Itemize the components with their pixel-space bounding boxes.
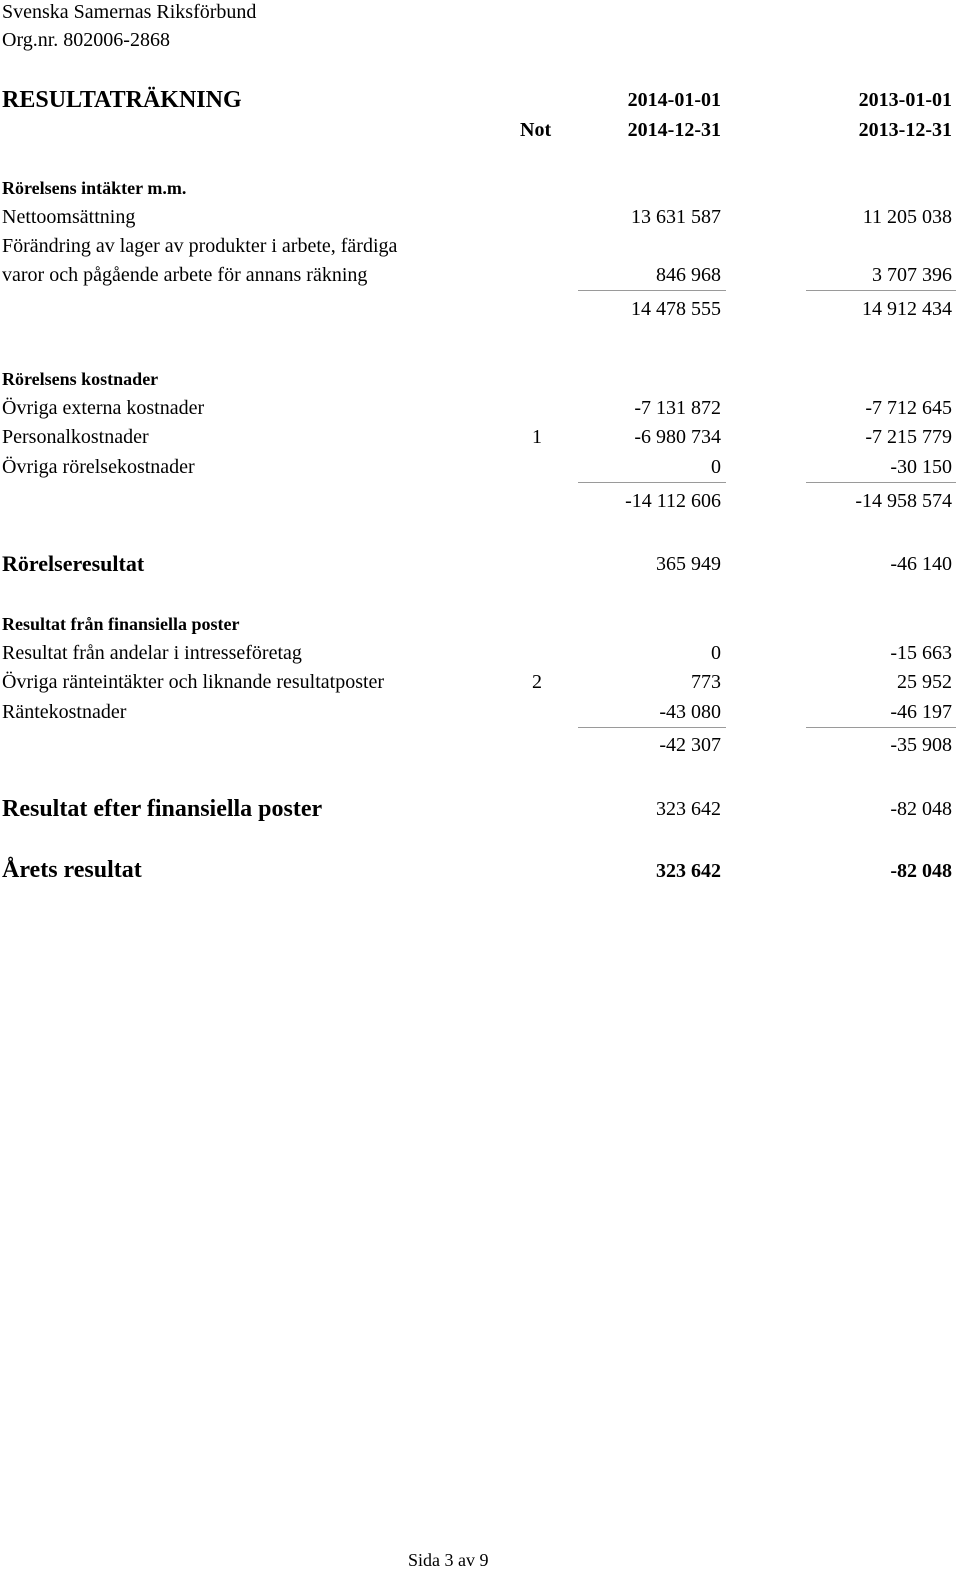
- value-prior-associated-companies: -15 663: [890, 642, 952, 664]
- value-current-external-costs: -7 131 872: [634, 397, 721, 419]
- value-current-year-result: 323 642: [656, 860, 721, 882]
- value-prior-interest-costs: -46 197: [890, 701, 952, 723]
- row-label-associated-companies: Resultat från andelar i intresseföretag: [2, 642, 302, 664]
- organization-name: Svenska Samernas Riksförbund: [2, 1, 257, 23]
- subtotal-rule-current: [578, 482, 726, 483]
- row-label-operating-result: Rörelseresultat: [2, 551, 145, 576]
- row-label-inventory-change-line2: varor och pågående arbete för annans räkning: [2, 264, 368, 286]
- section-heading-financial: Resultat från finansiella poster: [2, 614, 240, 634]
- value-prior-inventory-change: 3 707 396: [872, 264, 952, 286]
- period-current-start: 2014-01-01: [627, 89, 721, 111]
- value-current-financial-total: -42 307: [659, 734, 721, 756]
- value-prior-income-total: 14 912 434: [862, 298, 952, 320]
- row-label-external-costs: Övriga externa kostnader: [2, 397, 205, 419]
- period-prior-start: 2013-01-01: [858, 89, 952, 111]
- value-prior-costs-total: -14 958 574: [855, 490, 952, 512]
- row-label-interest-costs: Räntekostnader: [2, 701, 127, 723]
- value-prior-year-result: -82 048: [890, 860, 952, 882]
- section-heading-costs: Rörelsens kostnader: [2, 369, 159, 389]
- value-current-result-after-financial: 323 642: [656, 798, 721, 820]
- period-current-end: 2014-12-31: [627, 119, 721, 141]
- value-prior-financial-total: -35 908: [890, 734, 952, 756]
- page-number: Sida 3 av 9: [408, 1550, 489, 1570]
- value-prior-personnel-costs: -7 215 779: [865, 426, 952, 448]
- value-current-other-operating-costs: 0: [711, 456, 721, 478]
- subtotal-rule-prior: [806, 290, 956, 291]
- value-prior-result-after-financial: -82 048: [890, 798, 952, 820]
- value-current-operating-result: 365 949: [656, 553, 721, 575]
- subtotal-rule-current: [578, 727, 726, 728]
- value-prior-net-sales: 11 205 038: [862, 206, 952, 228]
- value-current-interest-income: 773: [691, 671, 721, 693]
- value-prior-other-operating-costs: -30 150: [890, 456, 952, 478]
- value-prior-interest-income: 25 952: [897, 671, 952, 693]
- report-title: RESULTATRÄKNING: [2, 87, 242, 113]
- row-label-year-result: Årets resultat: [2, 857, 142, 883]
- period-prior-end: 2013-12-31: [858, 119, 952, 141]
- subtotal-rule-current: [578, 290, 726, 291]
- row-label-net-sales: Nettoomsättning: [2, 206, 136, 228]
- value-current-personnel-costs: -6 980 734: [634, 426, 721, 448]
- section-heading-income: Rörelsens intäkter m.m.: [2, 178, 187, 198]
- row-label-inventory-change-line1: Förändring av lager av produkter i arbete, färdiga: [2, 235, 398, 257]
- organization-number: Org.nr. 802006-2868: [2, 29, 170, 51]
- note-ref-personnel-costs: 1: [532, 426, 542, 448]
- value-current-interest-costs: -43 080: [659, 701, 721, 723]
- row-label-personnel-costs: Personalkostnader: [2, 426, 149, 448]
- note-column-header: Not: [520, 119, 552, 141]
- value-current-inventory-change: 846 968: [656, 264, 721, 286]
- note-ref-interest-income: 2: [532, 671, 542, 693]
- value-current-net-sales: 13 631 587: [631, 206, 721, 228]
- value-current-income-total: 14 478 555: [631, 298, 721, 320]
- value-current-associated-companies: 0: [711, 642, 721, 664]
- row-label-other-operating-costs: Övriga rörelsekostnader: [2, 456, 195, 478]
- row-label-result-after-financial: Resultat efter finansiella poster: [2, 796, 323, 822]
- value-prior-operating-result: -46 140: [890, 553, 952, 575]
- value-current-costs-total: -14 112 606: [625, 490, 721, 512]
- subtotal-rule-prior: [806, 727, 956, 728]
- row-label-interest-income: Övriga ränteintäkter och liknande resultatposter: [2, 671, 385, 693]
- value-prior-external-costs: -7 712 645: [865, 397, 952, 419]
- subtotal-rule-prior: [806, 482, 956, 483]
